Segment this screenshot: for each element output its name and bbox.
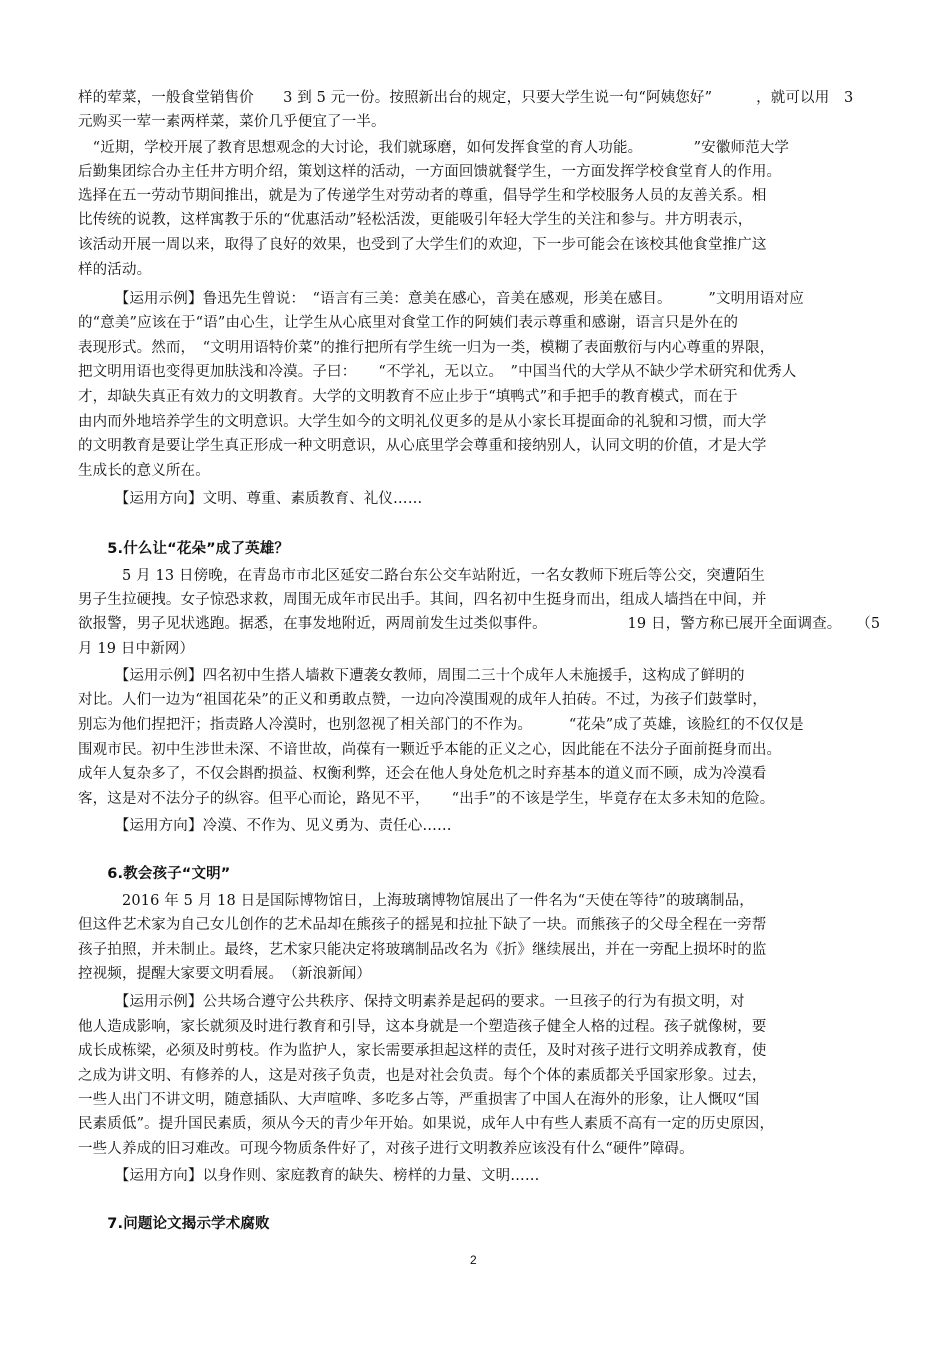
text-line: 该活动开展一周以来，取得了良好的效果，也受到了大学生们的欢迎，下一步可能会在该校其他食堂推广这: [78, 237, 767, 253]
text-line: 孩子拍照，并未制止。最终，艺术家只能决定将玻璃制品改名为《折》继续展出，并在一旁配上损坏时的监: [78, 942, 767, 958]
text-line: 由内而外地培养学生的文明意识。大学生如今的文明礼仪更多的是从小家长耳提面命的礼貌和习惯，而大学: [78, 414, 767, 430]
section-heading: 7.问题论文揭示学术腐败: [78, 1216, 270, 1232]
text-line: 【运用示例】四名初中生搭人墙救下遭袭女教师，周围二三十个成年人未施援手，这构成了鲜明的: [78, 668, 745, 684]
section-heading: 5.什么让“花朵”成了英雄？: [78, 541, 290, 557]
text-line: 元购买一荤一素两样菜，菜价几乎便宜了一半。: [78, 114, 386, 130]
text-line: 【运用方向】冷漠、不作为、见义勇为、责任心……: [78, 818, 452, 834]
section-heading: 6.教会孩子“文明”: [78, 866, 231, 882]
text-line: 围观市民。初中生涉世未深、不谙世故，尚葆有一颗近乎本能的正义之心，因此能在不法分子面前挺身而出。: [78, 742, 782, 758]
text-line: 别忘为他们捏把汗；指责路人冷漠时，也别忽视了相关部门的不作为。 “花朵”成了英雄，该脸红的不仅仅是: [78, 717, 804, 733]
text-line: 控视频，提醒大家要文明看展。 （新浪新闻）: [78, 966, 372, 982]
text-line: 成年人复杂多了，不仅会斟酌损益、权衡利弊，还会在他人身处危机之时弃基本的道义而不顾，成为冷漠看: [78, 766, 767, 782]
text-line: 民素质低”。提升国民素质，须从今天的青少年开始。如果说，成年人中有些人素质不高有一定的历史原因，: [78, 1116, 775, 1132]
text-line: 成长成栋梁，必须及时剪枝。作为监护人，家长需要承担起这样的责任，及时对孩子进行文明养成教育，使: [78, 1043, 767, 1059]
text-line: 【运用方向】以身作则、家庭教育的缺失、榜样的力量、文明……: [78, 1168, 540, 1184]
text-line: 2016 年 5 月 18 日是国际博物馆日，上海玻璃博物馆展出了一件名为“天使在等待”的玻璃制品，: [78, 893, 754, 909]
text-line: 的文明教育是要让学生真正形成一种文明意识，从心底里学会尊重和接纳别人，认同文明的价值，才是大学: [78, 438, 767, 454]
text-line: 但这件艺术家为自己女儿创作的艺术品却在熊孩子的摇晃和拉扯下缺了一块。而熊孩子的父母全程在一旁帮: [78, 917, 767, 933]
text-line: 才，却缺失真正有效力的文明教育。大学的文明教育不应止步于“填鸭式”和手把手的教育模式，而在于: [78, 389, 738, 405]
text-line: 后勤集团综合办主任井方明介绍，策划这样的活动，一方面回馈就餐学生，一方面发挥学校食堂育人的作用。: [78, 164, 782, 180]
text-line: “近期，学校开展了教育思想观念的大讨论，我们就琢磨，如何发挥食堂的育人功能。 ”安徽师范大学: [78, 140, 790, 156]
text-line: 一些人养成的旧习难改。可现今物质条件好了，对孩子进行文明教养应该没有什么“硬件”障碍。: [78, 1141, 694, 1157]
text-line: 比传统的说教，这样寓教于乐的“优惠活动”轻松活泼，更能吸引年轻大学生的关注和参与。井方明表示，: [78, 212, 753, 228]
text-line: 一些人出门不讲文明，随意插队、大声喧哗、多吃多占等，严重损害了中国人在海外的形象，让人慨叹“国: [78, 1092, 760, 1108]
text-line: 对比。人们一边为“祖国花朵”的正义和勇敢点赞，一边向冷漠围观的成年人拍砖。不过，为孩子们鼓掌时，: [78, 692, 768, 708]
text-line: 样的活动。: [78, 262, 152, 278]
text-line: 月 19 日中新网）: [78, 641, 195, 657]
text-line: 把文明用语也变得更加肤浅和冷漠。子曰： “不学礼，无以立。 ”中国当代的大学从不缺少学术研究和优秀人: [78, 364, 797, 380]
text-line: 他人造成影响，家长就须及时进行教育和引导，这本身就是一个塑造孩子健全人格的过程。孩子就像树，要: [78, 1019, 767, 1035]
text-line: 选择在五一劳动节期间推出，就是为了传递学生对劳动者的尊重，倡导学生和学校服务人员的友善关系。相: [78, 188, 767, 204]
text-line: 男子生拉硬拽。女子惊恐求救，周围无成年市民出手。其间，四名初中生挺身而出，组成人墙挡在中间，并: [78, 592, 767, 608]
text-line: 生成长的意义所在。: [78, 463, 210, 479]
text-line: 客，这是对不法分子的纵容。但平心而论，路见不平， “出手”的不该是学生，毕竟存在太多未知的危险。: [78, 791, 775, 807]
text-line: 欲报警，男子见状逃跑。据悉，在事发地附近，两周前发生过类似事件。 19 日，警方称已展开全面调查。 （5: [78, 616, 881, 632]
page-number: 2: [470, 1253, 477, 1267]
text-line: 【运用示例】公共场合遵守公共秩序、保持文明素养是起码的要求。一旦孩子的行为有损文明，对: [78, 994, 745, 1010]
text-line: 表现形式。然而， “文明用语特价菜”的推行把所有学生统一归为一类，模糊了表面敷衍与内心尊重的界限，: [78, 340, 775, 356]
text-line: 样的荤菜，一般食堂销售价 3 到 5 元一份。按照新出台的规定，只要大学生说一句“阿姨您好” ，就可以用 3: [78, 90, 854, 106]
text-line: 【运用示例】鲁迅先生曾说： “语言有三美：意美在感心，音美在感观，形美在感目。 ”文明用语对应: [78, 291, 804, 307]
text-line: 5 月 13 日傍晚，在青岛市市北区延安二路台东公交车站附近，一名女教师下班后等公交，突遭陌生: [78, 568, 765, 584]
text-line: 之成为讲文明、有修养的人，这是对孩子负责，也是对社会负责。每个个体的素质都关乎国家形象。过去，: [78, 1068, 767, 1084]
text-line: 的“意美”应该在于“语”由心生，让学生从心底里对食堂工作的阿姨们表示尊重和感谢，语言只是外在的: [78, 315, 739, 331]
text-line: 【运用方向】文明、尊重、素质教育、礼仪……: [78, 491, 423, 507]
